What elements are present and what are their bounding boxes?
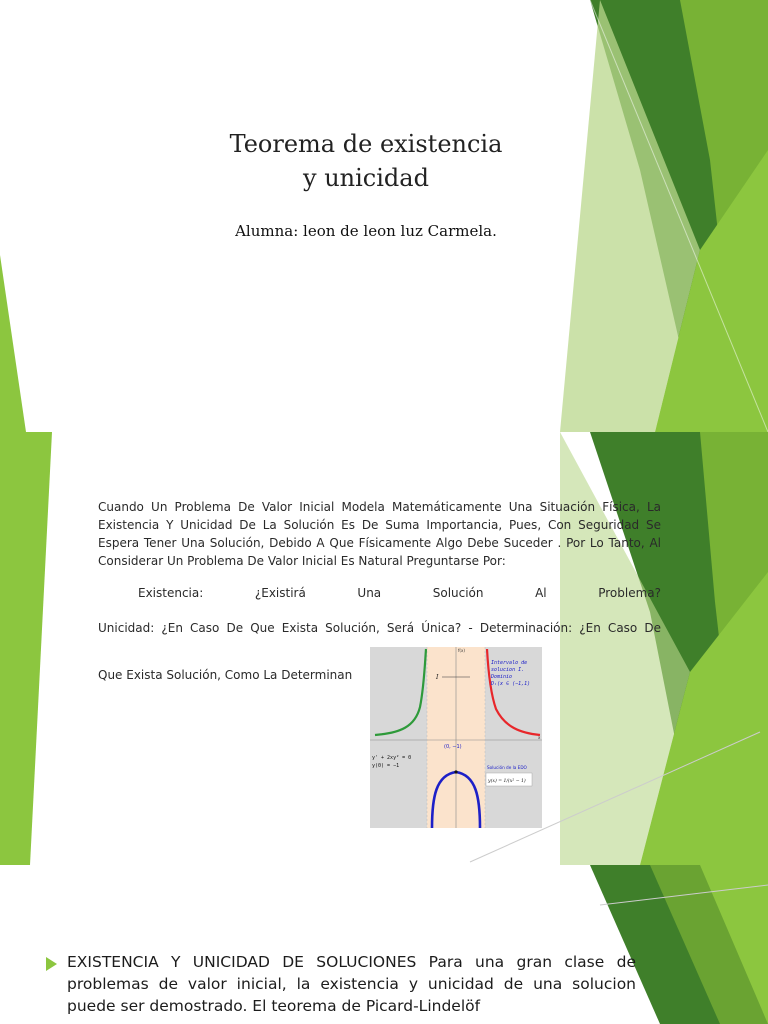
solution-formula: y(x) = 1/(x² − 1) xyxy=(488,779,526,784)
interval-label-3: Dominio xyxy=(491,674,513,680)
bullet-item xyxy=(46,951,636,1017)
paragraph-unicidad: Unicidad: ¿En Caso De Que Exista Solución, Será Única? - Determinación: ¿En Caso De xyxy=(98,621,661,635)
interval-label-2: solucion I. xyxy=(491,667,525,673)
y-axis-label: f(x) xyxy=(458,648,465,653)
slide-title-text xyxy=(0,127,732,195)
paragraph-intro: Cuando Un Problema De Valor Inicial Modela Matemáticamente Una Situación Física, La Existencia Y Unicidad De La Solución Es De Suma Importancia, Pues, Con Seguridad Se Espera Tener Una Solución, Debido A Que Físicamente Algo Debe Suceder . Por Lo Tanto, Al Considerar Un Problema De Valor Inicial Es Natural Preguntarse Por: xyxy=(98,500,661,568)
existencia-text: Existencia: ¿Existirá Una Solución Al Problema? xyxy=(138,586,661,600)
ode-line-1: y' + 2xy² = 0 xyxy=(372,755,412,761)
solution-graph-figure xyxy=(370,647,542,828)
ode-line-2: y(0) = −1 xyxy=(372,763,400,769)
slide-bullets xyxy=(0,865,768,1024)
left-green-shard xyxy=(0,432,52,865)
triangle-bullet-icon xyxy=(46,957,57,971)
paragraph-determinacion: Que Exista Solución, Como La Determinan xyxy=(98,668,353,682)
left-green-shard xyxy=(0,255,26,432)
title-line-2: y unicidad xyxy=(303,164,429,192)
title-line-1: Teorema de existencia xyxy=(229,130,503,158)
slide-subtitle: Alumna: leon de leon luz Carmela. xyxy=(235,222,497,240)
point-label: (0, −1) xyxy=(444,744,462,750)
interval-symbol: I xyxy=(436,674,439,681)
interval-label-4: Dₗ(x ∈ (−1,1) xyxy=(491,681,531,687)
solution-label: Solución de la EDO xyxy=(487,765,527,770)
initial-point xyxy=(454,770,457,773)
slide-content xyxy=(0,432,768,865)
paragraph-existencia xyxy=(98,584,661,602)
slide-decoration xyxy=(0,0,768,432)
x-axis-label: x xyxy=(538,735,541,740)
slide-title xyxy=(0,0,768,432)
bullet-text: EXISTENCIA Y UNICIDAD DE SOLUCIONES Para una gran clase de problemas de valor inicial, la existencia y unicidad de una solucion puede ser demostrado. El teorema de Picard-Lindelöf xyxy=(67,953,636,1015)
interval-label-1: Intervalo de xyxy=(491,660,528,666)
